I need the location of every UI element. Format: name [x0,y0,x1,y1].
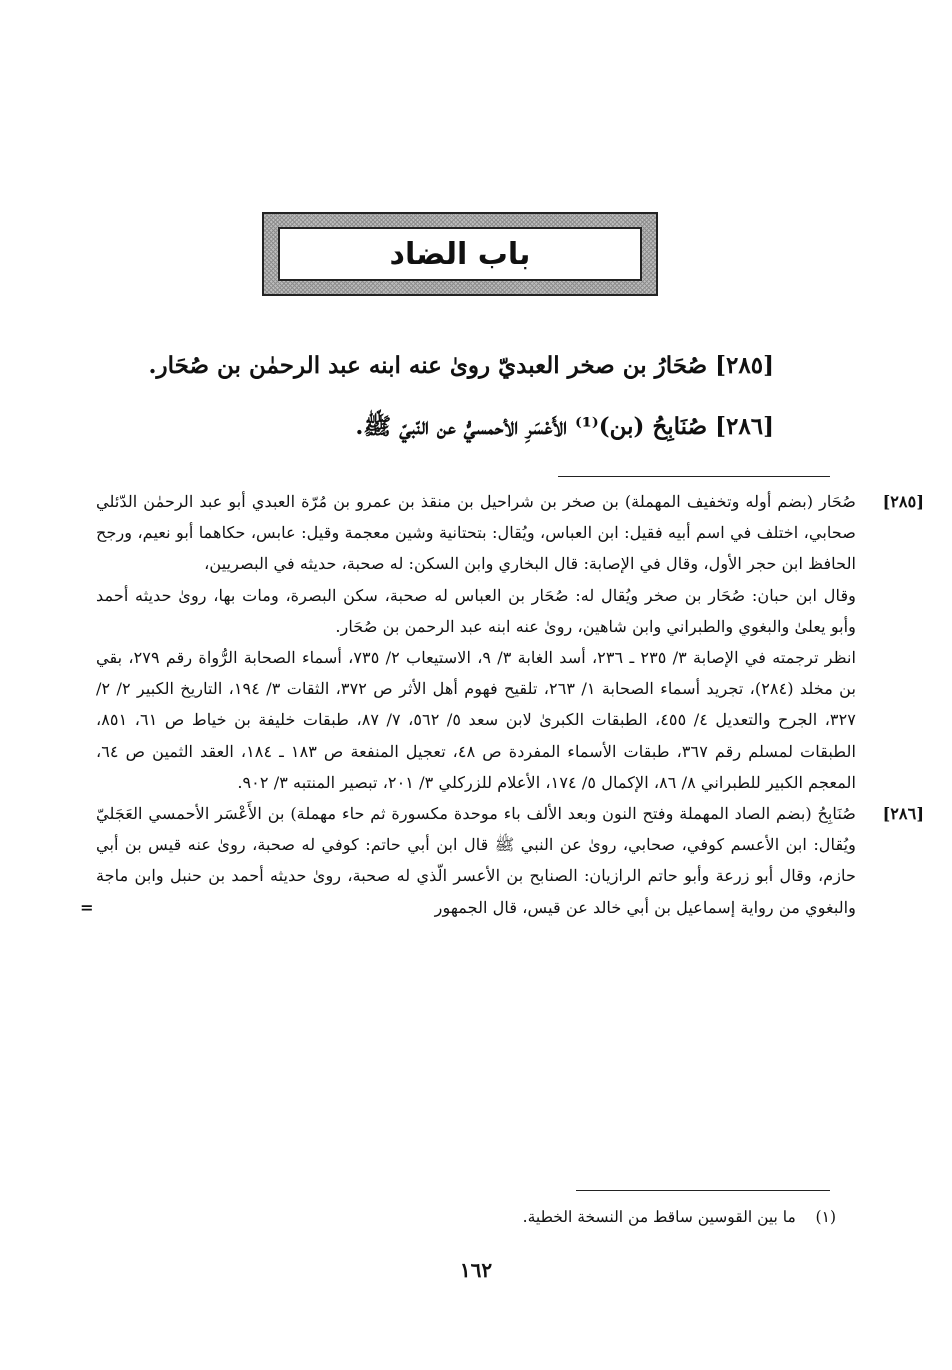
note-tag: [٢٨٦] [882,804,924,824]
note-entry-286 [80,798,924,923]
note-paragraph: انظر ترجمته في الإصابة ٣/ ٢٣٥ ـ ٢٣٦، أسد الغابة ٣/ ٩، الاستيعاب ٢/ ٧٣٥، أسماء الصحابة الرُّواة رقم ٢٧٩، بقي بن مخلد (٢٨٤)، تجريد أسماء الصحابة ١/ ٢٦٣، تلقيح فهوم أهل الأثر ص ٣٧٢، الثقات ٣/ ١٩٤، التاريخ الكبير ٢/ ٢/ ٣٢٧، الجرح والتعديل ٤/ ٤٥٥، الطبقات الكبرىٰ لابن سعد ٥/ ٥٦٢، ٧/ ٨٧، طبقات خليفة بن خياط ص ٦١، ٨٥١، الطبقات لمسلم رقم ٣٦٧، طبقات الأسماء المفردة ص ٤٨، تعجيل المنفعة ص ١٨٣ ـ ١٨٤، العقد الثمين ص ٦٤، المعجم الكبير للطبراني ٨/ ٨٦، الإكمال ٥/ ١٧٤، الأعلام للزركلي ٣/ ٢٠١، تبصير المنتبه ٣/ ٩٠٢. [96,648,857,792]
notes-section [80,486,924,923]
main-entry-286 [154,412,774,446]
footnote-separator [576,1190,830,1191]
note-tag: [٢٨٥] [882,492,924,511]
entry-text: صُنَابِحُ (بن)⁽¹⁾ الأَعْسَرِ الأحمسيُّ عن النّبيّ ﷺ. [355,413,708,440]
footnote-marker: (١) [815,1208,836,1226]
main-entry-285 [148,352,774,379]
chapter-heading-box [278,227,642,281]
chapter-heading-frame [262,212,658,296]
entry-text: صُحَارُ بن صخر العبديّ روىٰ عنه ابنه عبد الرحمٰن بن صُحَار. [148,352,708,379]
notes-separator [558,476,830,477]
note-paragraph: صُحَار (بضم أوله وتخفيف المهملة) بن صخر بن شراحيل بن منقذ بن عمرو بن مُرّة العبدي أبو عبد الرحمٰن الدّئلي صحابي، اختلف في اسم أبيه فقيل: ابن العباس، ويُقال: بتحتانية وشين معجمة وقيل: عابس، حكاهما أبو نعيم، ورجح الحافظ ابن حجر الأول، وقال في الإصابة: قال البخاري وابن السكن: له صحبة، حديثه في البصريين، [96,492,856,574]
note-entry-285 [96,486,924,798]
note-paragraph: صُنَابِحُ (بضم الصاد المهملة وفتح النون وبعد الألف باء موحدة مكسورة ثم حاء مهملة) بن الأَعْسَر الأحمسي العَجَليّ ويُقال: ابن الأعسم كوفي، صحابي، روىٰ عن النبي ﷺ قال ابن أبي حاتم: كوفي له صحبة، روىٰ عنه قيس بن أبي حازم، وقال أبو زرعة وأبو حاتم الرازيان: الصنابح بن الأعسر الّذي له صحبة، روىٰ حديثه أحمد بن حنبل وابن ماجة والبغوي من رواية إسماعيل بن أبي خالد عن قيس، قال الجمهور [96,804,856,917]
page-number: ١٦٢ [459,1258,493,1282]
entry-number: [٢٨٦] [715,413,774,440]
footnote [523,1208,836,1226]
continuation-mark: = [80,897,94,917]
chapter-title: باب الضاد [389,236,531,272]
entry-number: [٢٨٥] [715,352,774,379]
footnote-text: ما بين القوسين ساقط من النسخة الخطية. [522,1208,796,1226]
note-paragraph: وقال ابن حبان: صُحَار بن صخر ويُقال له: صُحَار بن العباس له صحبة، سكن البصرة، ومات بها، روىٰ حديثه أحمد وأبو يعلىٰ والبغوي والطبراني وابن شاهين، روىٰ عنه ابنه عبد الرحمن بن صُحَار. [96,585,856,636]
